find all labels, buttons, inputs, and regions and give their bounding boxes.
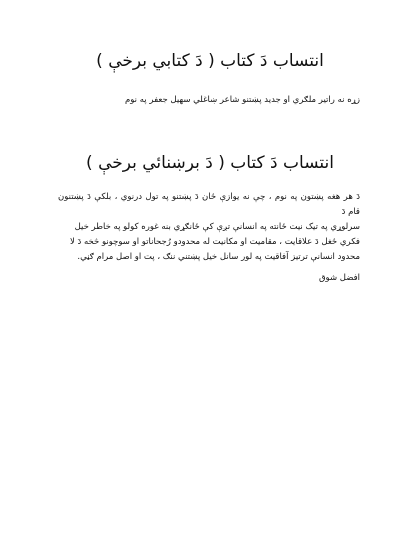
author-signature: افضل شوق xyxy=(318,273,360,283)
paragraph-line: سرلوړي په تیک نیت ځانته په انسانې تږې کې ځانګړي بنه غوره کولو په خاطر خیل xyxy=(74,222,360,232)
dedication-paragraph xyxy=(58,190,360,265)
dedication-text: زړه نه راتیر ملګري او جدید پښتنو شاعر ښاغلي سهیل جعفر په نوم xyxy=(125,95,360,105)
paragraph-line: دَ هر هغه پښتون په نوم ، چې نه یوازې ځان دَ پښتنو په تول درنوي ، بلکې دَ پښتنون قام دَ xyxy=(58,192,360,217)
paragraph-line: فکري ځغل دَ علاقایت ، مقامیت او مکانیت له محدودو رُجحاناتو او سوچونو څخه دَ لا xyxy=(69,237,360,247)
paragraph-line: محدود انسانې ترتیز آفاقیت په لور سانل خیل پښتني ننګ ، پت او اصل مرام ګڼي. xyxy=(77,252,360,262)
section-title: انتساب دَ کتاب ( دَ برښنائي برخې ) xyxy=(86,153,334,173)
page-title: انتساب دَ کتاب ( دَ کتابي برخې ) xyxy=(96,51,324,71)
